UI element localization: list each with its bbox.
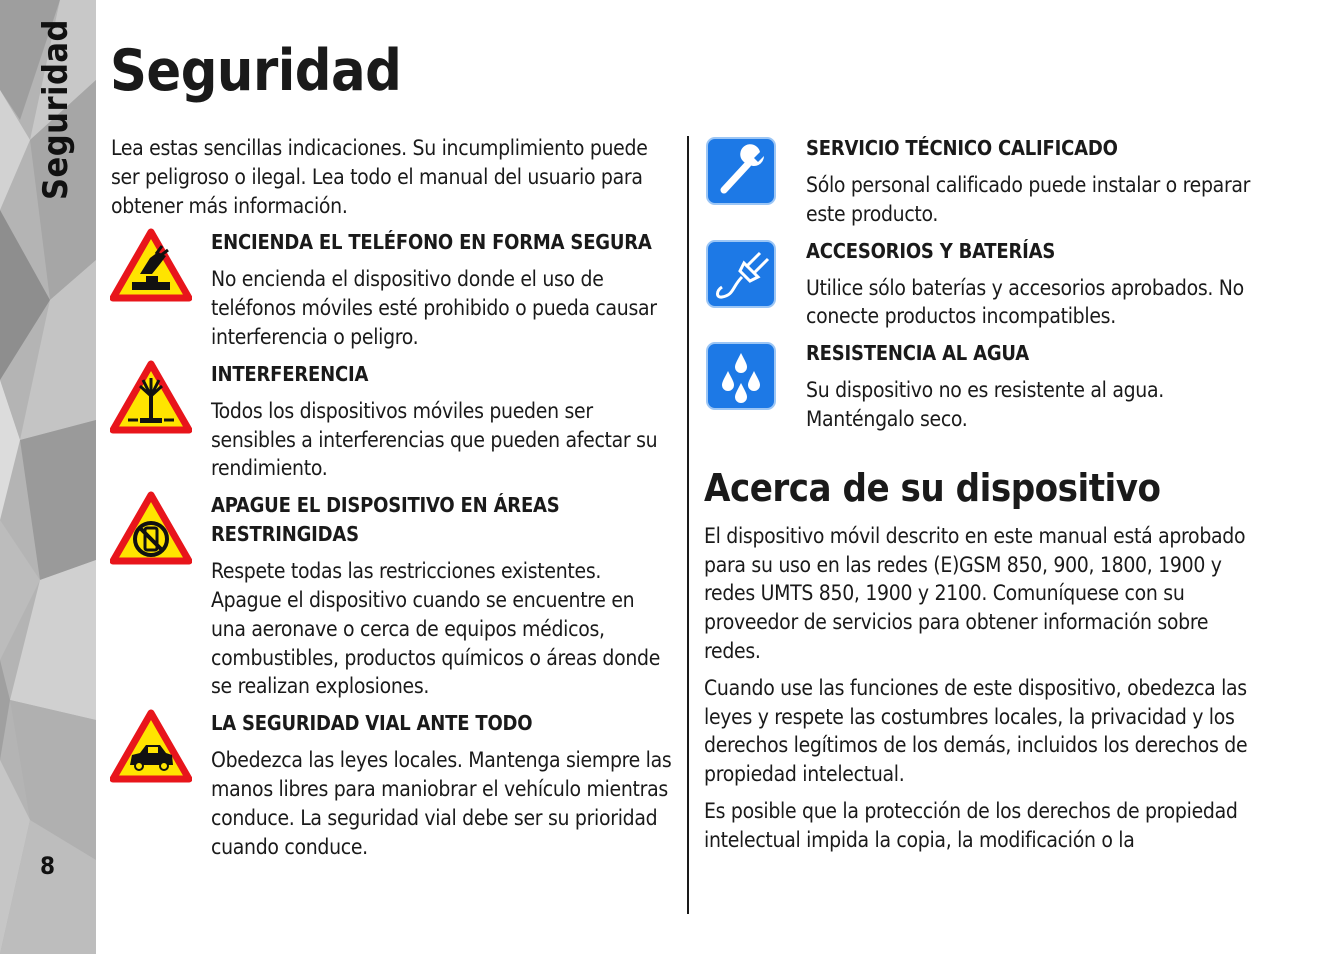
section-paragraph: Cuando use las funciones de este dispositivo, obedezca las leyes y respete las costumbres locales, la privacidad y los derechos legítimos de los demás, incluidos los derechos de propiedad intelectual. (704, 675, 1248, 787)
safety-item-restricted-areas (111, 491, 673, 701)
safety-item-text: Todos los dispositivos móviles pueden ser sensibles a interferencias que pueden afectar su rendimiento. (211, 398, 658, 481)
safety-item-accessories (704, 237, 1269, 332)
section-heading: Acerca de su dispositivo (704, 465, 1161, 510)
safety-item-qualified-service (704, 134, 1269, 229)
wrench-icon (704, 134, 786, 208)
charger-plug-icon (704, 237, 786, 311)
safety-item-title: SERVICIO TÉCNICO CALIFICADO (806, 136, 1118, 160)
safety-item-text: Utilice sólo baterías y accesorios aprobados. No conecte productos incompatibles. (806, 275, 1244, 329)
water-drops-icon (704, 339, 786, 413)
safety-item-text: Su dispositivo no es resistente al agua. Manténgalo seco. (806, 378, 1164, 431)
safety-item-road-safety (111, 709, 673, 861)
safety-item-title: APAGUE EL DISPOSITIVO EN ÁREAS RESTRINGIDAS (211, 493, 560, 547)
safety-item-title: ENCIENDA EL TELÉFONO EN FORMA SEGURA (211, 230, 652, 255)
section-paragraph: Es posible que la protección de los derechos de propiedad intelectual impida la copia, la modificación o la (704, 798, 1238, 852)
page-title: Seguridad (110, 38, 402, 104)
no-phone-warning-icon (110, 491, 192, 565)
sidebar (0, 0, 96, 954)
safety-item-text: Obedezca las leyes locales. Mantenga siempre las manos libres para maniobrar el vehículo mientras conduce. La seguridad vial debe ser su prioridad cuando conduce. (211, 748, 672, 859)
car-warning-icon (110, 709, 192, 783)
safety-item-text: Respete todas las restricciones existentes. Apague el dispositivo cuando se encuentre en una aeronave o cerca de equipos médicos, combustibles, productos químicos o áreas donde se realizan explosiones. (211, 559, 661, 699)
left-column (111, 134, 673, 869)
safety-item-switch-on (111, 228, 673, 351)
sidebar-section-label: Seguridad (36, 19, 76, 200)
section-paragraph: El dispositivo móvil descrito en este manual está aprobado para su uso en las redes (E)GSM 850, 900, 1800, 1900 y redes UMTS 850, 1900 y 2100. Comuníquese con su proveedor de servicios para obtener información sobre redes. (704, 523, 1246, 663)
intro-text: Lea estas sencillas indicaciones. Su incumplimiento puede ser peligroso o ilegal. Lea todo el manual del usuario para obtener más información. (111, 136, 648, 218)
safety-item-interference (111, 360, 673, 483)
safety-item-water-resistance (704, 339, 1269, 434)
safety-item-text: No encienda el dispositivo donde el uso de teléfonos móviles esté prohibido o pueda causar interferencia o peligro. (211, 267, 657, 349)
safety-item-title: RESISTENCIA AL AGUA (806, 341, 1029, 366)
safety-item-title: INTERFERENCIA (211, 361, 369, 386)
interference-warning-icon (110, 360, 192, 434)
safety-item-text: Sólo personal calificado puede instalar o reparar este producto. (806, 173, 1251, 226)
right-column (704, 134, 1269, 863)
column-divider (687, 136, 689, 914)
hand-switch-warning-icon (110, 228, 192, 302)
safety-item-title: ACCESORIOS Y BATERÍAS (806, 238, 1056, 263)
page-number: 8 (40, 852, 56, 880)
safety-item-title: LA SEGURIDAD VIAL ANTE TODO (211, 711, 533, 736)
